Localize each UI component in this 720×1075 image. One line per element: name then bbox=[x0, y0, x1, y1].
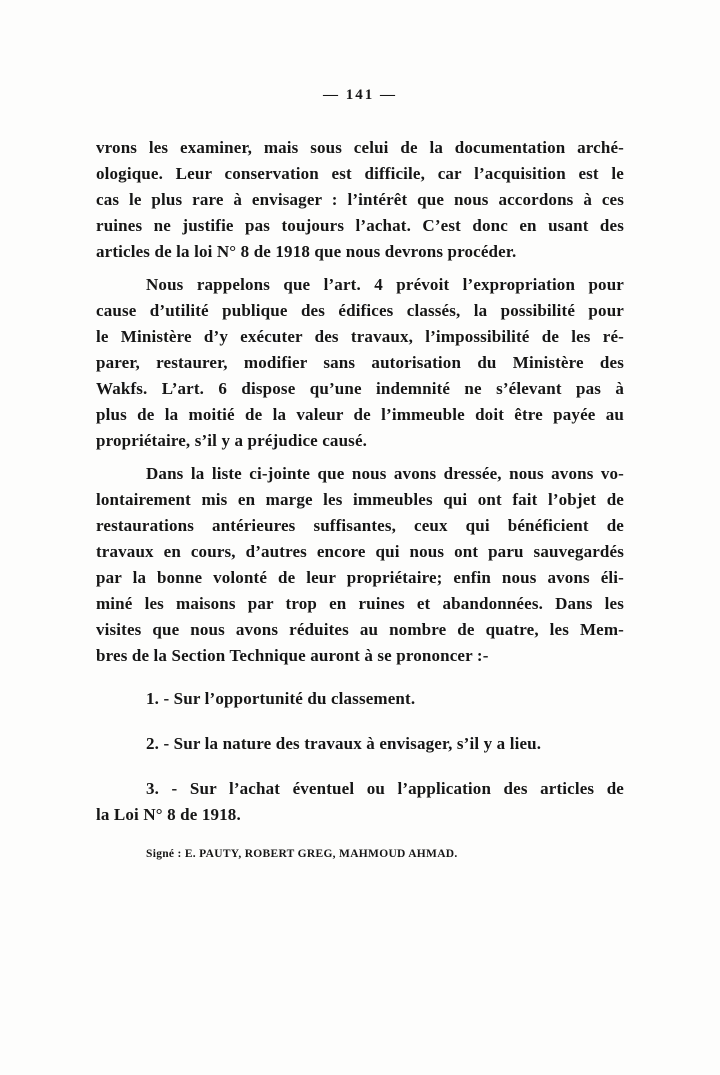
paragraph bbox=[96, 135, 624, 265]
paragraph bbox=[96, 461, 624, 669]
list-item-line: 3. - Sur l’achat éventuel ou l’application des articles de bbox=[146, 779, 624, 798]
paragraph bbox=[96, 272, 624, 454]
body-line: miné les maisons par trop en ruines et abandonnées. Dans les bbox=[96, 594, 624, 613]
list-item-line: 2. - Sur la nature des travaux à envisager, s’il y a lieu. bbox=[146, 734, 542, 753]
body-line: cause d’utilité publique des édifices classés, la possibilité pour bbox=[96, 301, 624, 320]
signature-line: Signé : E. PAUTY, ROBERT GREG, MAHMOUD AHMAD. bbox=[146, 848, 458, 860]
body-line: travaux en cours, d’autres encore qui nous ont paru sauvegardés bbox=[96, 542, 624, 561]
body-line: le Ministère d’y exécuter des travaux, l’impossibilité de les ré- bbox=[96, 327, 624, 346]
body-line: propriétaire, s’il y a préjudice causé. bbox=[96, 431, 368, 450]
body-line: Dans la liste ci-jointe que nous avons dressée, nous avons vo- bbox=[146, 464, 624, 483]
body-line: ruines ne justifie pas toujours l’achat. C’est donc en usant des bbox=[96, 216, 624, 235]
list-item-line: 1. - Sur l’opportunité du classement. bbox=[146, 689, 416, 708]
body-line: articles de la loi N° 8 de 1918 que nous devrons procéder. bbox=[96, 242, 517, 261]
body-line: ologique. Leur conservation est difficile, car l’acquisition est le bbox=[96, 164, 624, 183]
body-line: par la bonne volonté de leur propriétaire; enfin nous avons éli- bbox=[96, 568, 624, 587]
body-line: lontairement mis en marge les immeubles qui ont fait l’objet de bbox=[96, 490, 624, 509]
numbered-list bbox=[96, 686, 624, 828]
body-line: Nous rappelons que l’art. 4 prévoit l’expropriation pour bbox=[146, 275, 624, 294]
body-line: visites que nous avons réduites au nombre de quatre, les Mem- bbox=[96, 620, 624, 639]
list-item bbox=[96, 686, 624, 712]
body-line: vrons les examiner, mais sous celui de la documentation arché- bbox=[96, 138, 624, 157]
body-line: cas le plus rare à envisager : l’intérêt que nous accordons à ces bbox=[96, 190, 624, 209]
body-line: bres de la Section Technique auront à se prononcer :- bbox=[96, 646, 489, 665]
body-line: parer, restaurer, modifier sans autorisation du Ministère des bbox=[96, 353, 624, 372]
body-line: plus de la moitié de la valeur de l’immeuble doit être payée au bbox=[96, 405, 624, 424]
body-line: Wakfs. L’art. 6 dispose qu’une indemnité ne s’élevant pas à bbox=[96, 379, 624, 398]
page-number-header: — 141 — bbox=[323, 87, 397, 103]
body-line: restaurations antérieures suffisantes, ceux qui bénéficient de bbox=[96, 516, 624, 535]
list-item bbox=[96, 731, 624, 757]
list-item-line: la Loi N° 8 de 1918. bbox=[96, 805, 241, 824]
list-item bbox=[96, 776, 624, 828]
